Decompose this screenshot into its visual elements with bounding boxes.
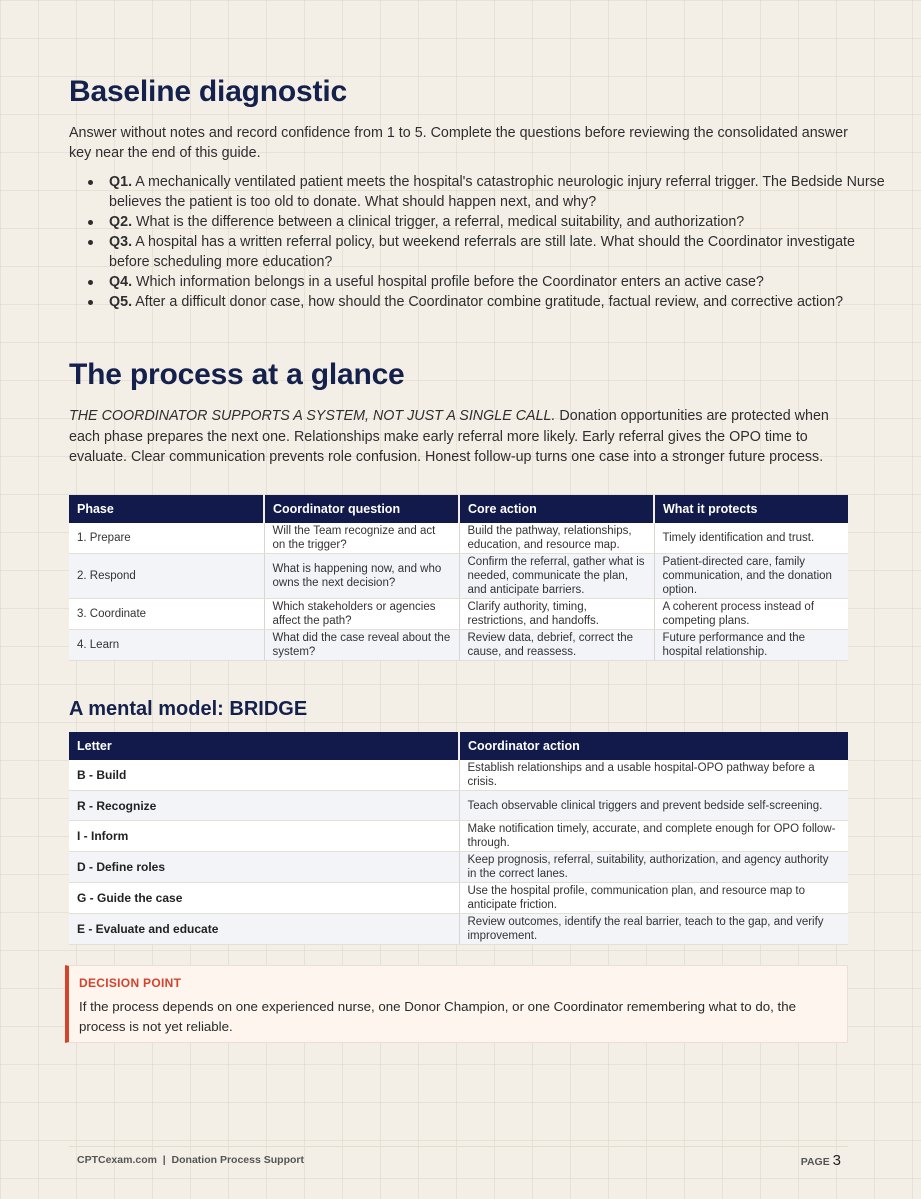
table-cell: What is happening now, and who owns the next decision? xyxy=(264,554,459,599)
column-header: Letter xyxy=(69,732,459,760)
table-cell: E - Evaluate and educate xyxy=(69,914,459,945)
table-row xyxy=(69,554,848,599)
table-cell: Confirm the referral, gather what is needed, communicate the plan, and anticipate barriers. xyxy=(459,554,654,599)
table-row xyxy=(69,791,848,821)
table-cell: What did the case reveal about the system? xyxy=(264,630,459,661)
section-title-process: The process at a glance xyxy=(69,358,405,391)
table-cell: R - Recognize xyxy=(69,791,459,821)
table-cell: Which stakeholders or agencies affect the path? xyxy=(264,599,459,630)
table-cell: G - Guide the case xyxy=(69,883,459,914)
section-title-bridge: A mental model: BRIDGE xyxy=(69,698,308,720)
question-text: After a difficult donor case, how should the Coordinator combine gratitude, factual review, and corrective action? xyxy=(135,294,844,310)
table-row xyxy=(69,852,848,883)
table-cell: A coherent process instead of competing plans. xyxy=(654,599,848,630)
table-cell: 2. Respond xyxy=(69,554,264,599)
decision-point-title: DECISION POINT xyxy=(79,976,182,990)
question-list xyxy=(69,172,899,312)
question-label: Q1. xyxy=(109,174,133,190)
table-cell: 1. Prepare xyxy=(69,523,264,554)
column-header: Phase xyxy=(69,495,264,523)
page-indicator xyxy=(801,1152,841,1169)
table-cell: Timely identification and trust. xyxy=(654,523,848,554)
process-lead: THE COORDINATOR SUPPORTS A SYSTEM, NOT JUST A SINGLE CALL. xyxy=(69,408,556,424)
table-header-row xyxy=(69,732,848,760)
table-cell: 3. Coordinate xyxy=(69,599,264,630)
table-cell: Will the Team recognize and act on the trigger? xyxy=(264,523,459,554)
table-cell: Patient-directed care, family communication, and the donation option. xyxy=(654,554,848,599)
page-label: PAGE xyxy=(800,1156,830,1168)
column-header: Coordinator action xyxy=(459,732,848,760)
table-cell: Build the pathway, relationships, education, and resource map. xyxy=(459,523,654,554)
column-header: Coordinator question xyxy=(264,495,459,523)
table-cell: Keep prognosis, referral, suitability, authorization, and agency authority in the correct lanes. xyxy=(459,852,848,883)
process-body: Donation opportunities are protected when each phase prepares the next one. Relationships make early referral more likely. Early referral gives the OPO time to evaluate. Clear communication prevents role confusion. Honest follow-up turns one case into a stronger future process. xyxy=(69,408,829,465)
table-row xyxy=(69,883,848,914)
footer-source: CPTCexam.com | Donation Process Support xyxy=(77,1154,304,1166)
table-cell: Establish relationships and a usable hospital-OPO pathway before a crisis. xyxy=(459,760,848,791)
list-item xyxy=(109,272,899,292)
question-label: Q2. xyxy=(109,214,133,230)
table-cell: Future performance and the hospital relationship. xyxy=(654,630,848,661)
table-cell: 4. Learn xyxy=(69,630,264,661)
table-cell: Review outcomes, identify the real barrier, teach to the gap, and verify improvement. xyxy=(459,914,848,945)
table-row xyxy=(69,821,848,852)
process-intro xyxy=(69,406,859,468)
table-cell: Clarify authority, timing, restrictions, and handoffs. xyxy=(459,599,654,630)
table-cell: Teach observable clinical triggers and prevent bedside self-screening. xyxy=(459,791,848,821)
question-text: What is the difference between a clinical trigger, a referral, medical suitability, and authorization? xyxy=(136,214,745,230)
table-cell: Make notification timely, accurate, and complete enough for OPO follow-through. xyxy=(459,821,848,852)
list-item xyxy=(109,212,899,232)
list-item xyxy=(109,232,899,272)
table-cell: Use the hospital profile, communication plan, and resource map to anticipate friction. xyxy=(459,883,848,914)
table-row xyxy=(69,760,848,791)
question-label: Q4. xyxy=(109,274,133,290)
baseline-intro: Answer without notes and record confidence from 1 to 5. Complete the questions before reviewing the consolidated answer key near the end of this guide. xyxy=(69,125,848,161)
question-text: A mechanically ventilated patient meets the hospital's catastrophic neurologic injury referral trigger. The Bedside Nurse believes the patient is too old to donate. What should happen next, and why? xyxy=(109,174,885,210)
table-row xyxy=(69,599,848,630)
question-label: Q5. xyxy=(109,294,133,310)
table-header-row xyxy=(69,495,848,523)
list-item xyxy=(109,292,899,312)
decision-point-body: If the process depends on one experienced nurse, one Donor Champion, or one Coordinator remembering what to do, the process is not yet reliable. xyxy=(79,999,796,1034)
question-label: Q3. xyxy=(109,234,133,250)
table-cell: I - Inform xyxy=(69,821,459,852)
decision-point-callout xyxy=(65,965,848,1043)
table-row xyxy=(69,914,848,945)
table-row xyxy=(69,523,848,554)
table-row xyxy=(69,630,848,661)
question-text: A hospital has a written referral policy, but weekend referrals are still late. What should the Coordinator investigate before scheduling more education? xyxy=(109,234,855,270)
question-text: Which information belongs in a useful hospital profile before the Coordinator enters an active case? xyxy=(136,274,764,290)
page-number: 3 xyxy=(832,1152,841,1169)
table-cell: D - Define roles xyxy=(69,852,459,883)
process-table xyxy=(69,495,848,661)
footer-divider xyxy=(69,1146,848,1147)
column-header: Core action xyxy=(459,495,654,523)
bridge-table xyxy=(69,732,848,945)
table-cell: Review data, debrief, correct the cause, and reassess. xyxy=(459,630,654,661)
table-cell: B - Build xyxy=(69,760,459,791)
section-title-baseline: Baseline diagnostic xyxy=(69,75,347,108)
list-item xyxy=(109,172,899,212)
column-header: What it protects xyxy=(654,495,848,523)
